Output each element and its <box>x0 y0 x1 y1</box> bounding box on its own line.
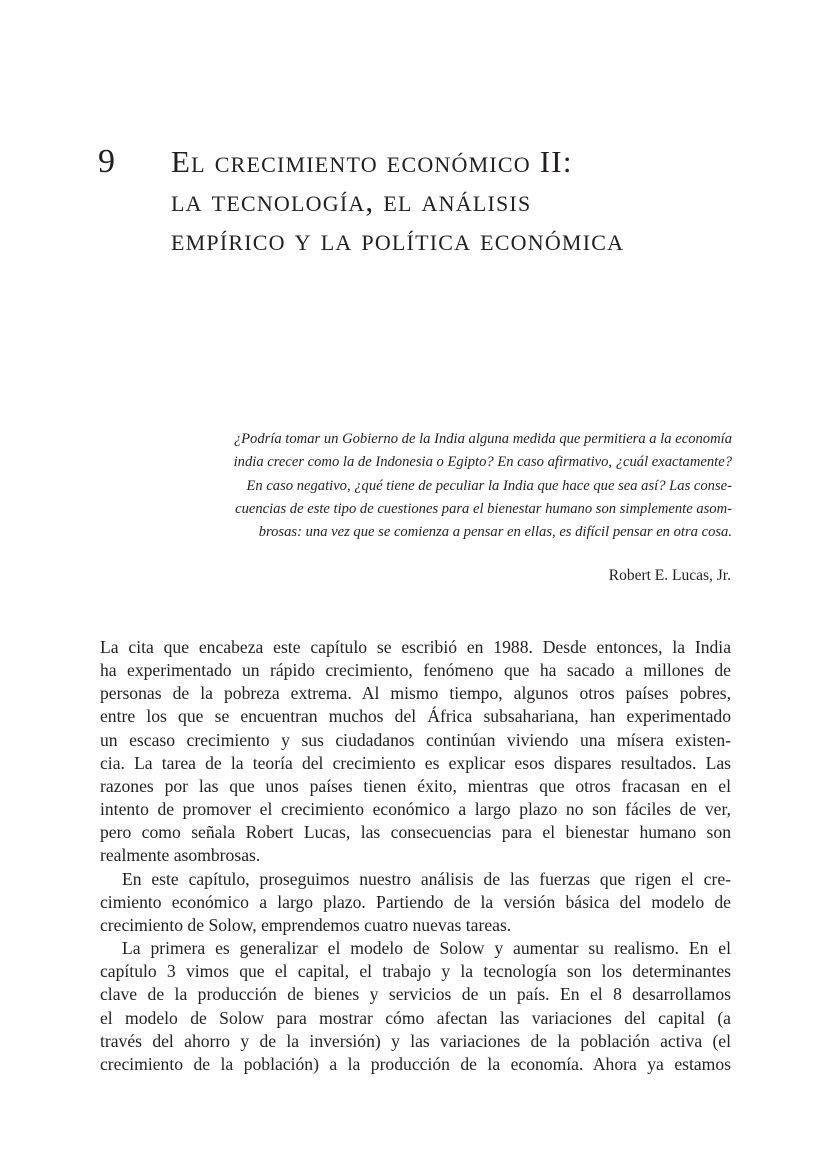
epigraph-line: cuencias de este tipo de cuestiones para el bienestar humano son simplemente asom- <box>235 500 732 517</box>
text-line: La cita que encabeza este capítulo se escribió en 1988. Desde entonces, la India <box>100 637 731 657</box>
text-line: razones por las que unos países tienen éxito, mientras que otros fracasan en el <box>100 775 731 796</box>
text-line: cimiento económico a largo plazo. Partiendo de la versión básica del modelo de <box>100 891 731 912</box>
text-line: La primera es generalizar el modelo de Solow y aumentar su realismo. En el <box>122 938 731 959</box>
text-line: crecimiento de la población) a la producción de la economía. Ahora ya estamos <box>100 1053 731 1074</box>
chapter-title-line: empírico y la política económica <box>171 222 625 257</box>
paragraph-2 <box>100 868 731 937</box>
text-line: clave de la producción de bienes y servicios de un país. En el 8 desarrollamos <box>100 984 731 1005</box>
text-line: ha experimentado un rápido crecimiento, fenómeno que ha sacado a millones de <box>100 660 731 681</box>
text-line: entre los que se encuentran muchos del África subsahariana, han experimentado <box>100 706 731 727</box>
text-line: crecimiento de Solow, emprendemos cuatro nuevas tareas. <box>100 914 512 935</box>
epigraph-line: brosas: una vez que se comienza a pensar en ellas, es difícil pensar en otra cosa. <box>258 524 732 541</box>
text-line: través del ahorro y de la inversión) y las variaciones de la población activa (el <box>100 1030 731 1051</box>
chapter-title-line: El crecimiento económico II: <box>171 144 573 179</box>
chapter-number: 9 <box>98 143 115 180</box>
text-line: personas de la pobreza extrema. Al mismo tiempo, algunos otros países pobres, <box>100 683 731 704</box>
text-line: un escaso crecimiento y sus ciudadanos continúan viviendo una mísera existen- <box>100 729 731 750</box>
text-line: el modelo de Solow para mostrar cómo afectan las variaciones del capital (a <box>100 1007 731 1028</box>
chapter-title-line: la tecnología, el análisis <box>171 183 532 218</box>
text-line: intento de promover el crecimiento económico a largo plazo no son fáciles de ver, <box>100 799 731 820</box>
epigraph-line: india crecer como la de Indonesia o Egipto? En caso afirmativo, ¿cuál exactamente? <box>233 454 732 471</box>
paragraph-3 <box>100 937 731 1076</box>
paragraph-1 <box>100 636 731 868</box>
chapter-title <box>171 142 771 259</box>
text-line: cia. La tarea de la teoría del crecimiento es explicar esos dispares resultados. Las <box>100 752 731 773</box>
epigraph-attribution: Robert E. Lucas, Jr. <box>608 567 731 584</box>
text-line: realmente asombrosas. <box>100 845 261 866</box>
epigraph-line: En caso negativo, ¿qué tiene de peculiar la India que hace que sea así? Las conse- <box>246 477 732 494</box>
body-text <box>100 636 731 1076</box>
epigraph-line: ¿Podría tomar un Gobierno de la India alguna medida que permitiera a la economía <box>233 431 732 447</box>
text-line: capítulo 3 vimos que el capital, el trabajo y la tecnología son los determinantes <box>100 961 731 982</box>
text-line: En este capítulo, proseguimos nuestro análisis de las fuerzas que rigen el cre- <box>122 868 731 889</box>
epigraph-quote <box>140 428 732 544</box>
text-line: pero como señala Robert Lucas, las consecuencias para el bienestar humano son <box>100 822 731 843</box>
